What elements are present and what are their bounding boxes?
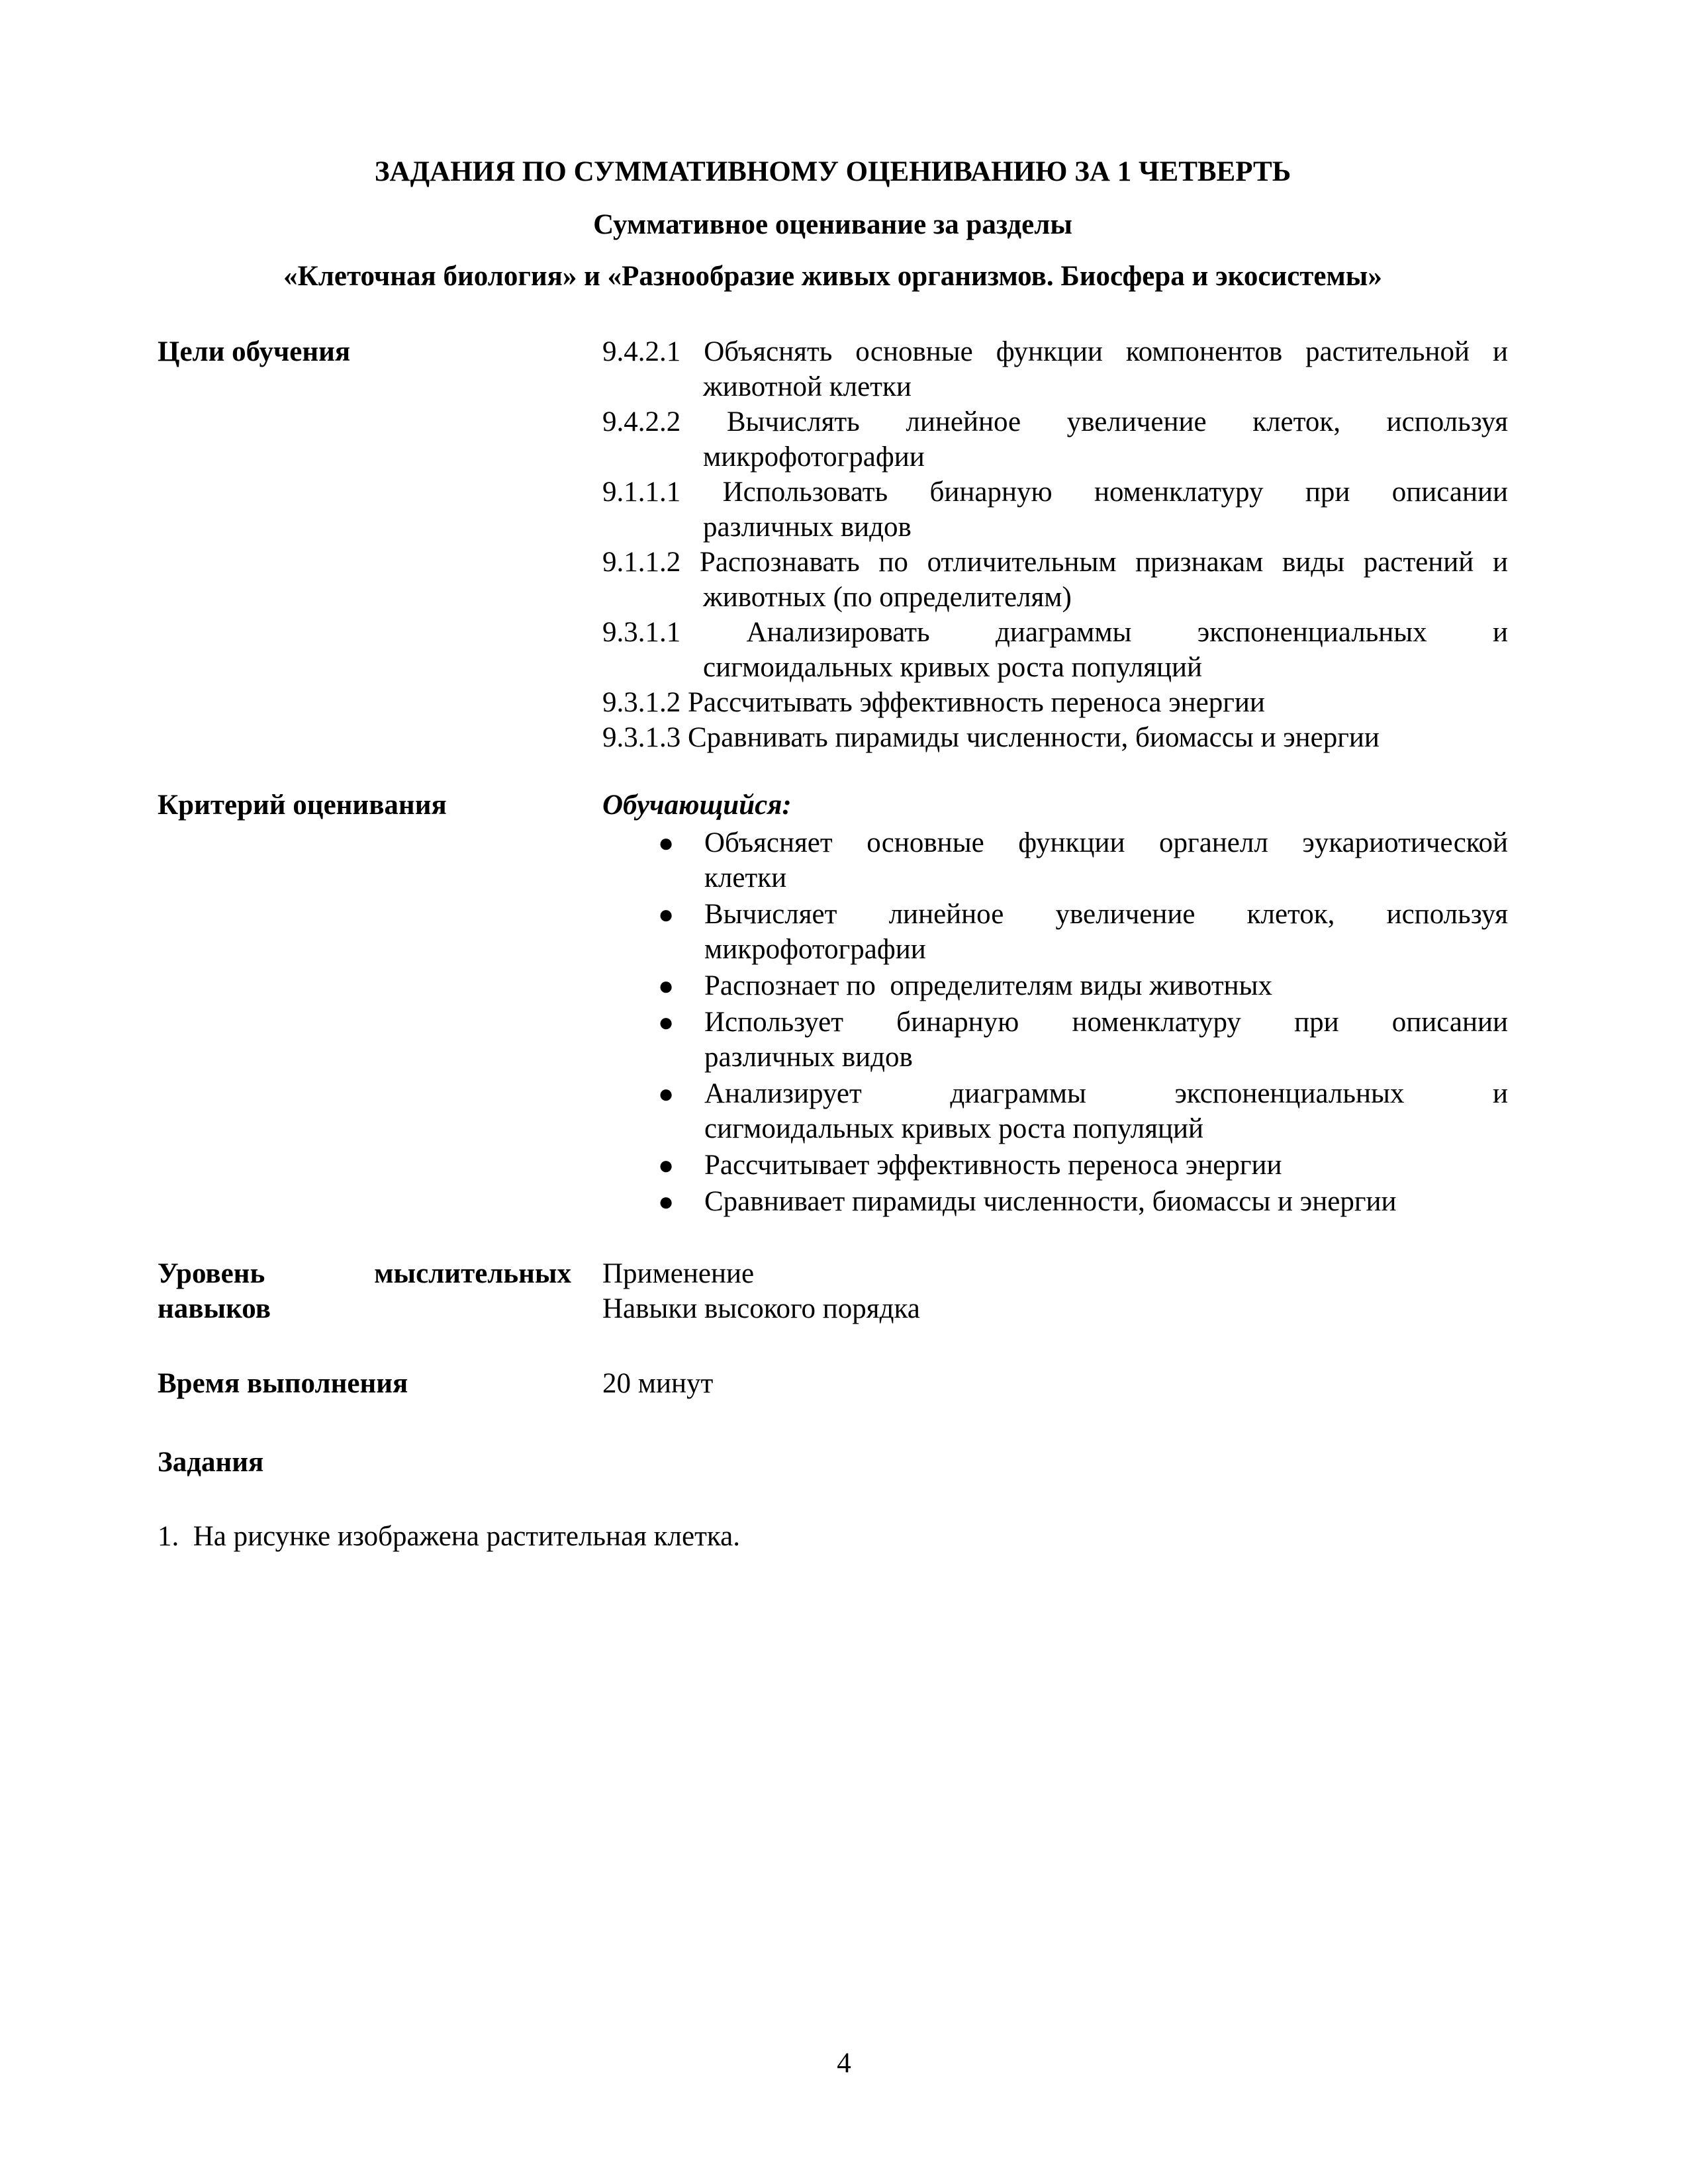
criteria-list (602, 825, 1508, 1219)
criteria-line: Сравнивает пирамиды численности, биомассы и энергии (704, 1186, 1397, 1217)
objective-item (602, 475, 1508, 545)
criteria-item (602, 1076, 1508, 1146)
document-sections: «Клеточная биология» и «Разнообразие живых организмов. Биосфера и экосистемы» (283, 261, 1382, 292)
bullet-icon: ● (658, 1187, 675, 1216)
criteria-line: клетки (704, 862, 787, 893)
criteria-item (602, 1184, 1508, 1219)
criteria-line: Объясняет основные функции органелл эукариотической (704, 827, 1508, 858)
skills-label (158, 1256, 571, 1326)
criteria-block (602, 788, 1508, 1220)
document-subtitle: Суммативное оценивание за разделы (593, 209, 1072, 240)
criteria-line: Вычисляет линейное увеличение клеток, используя (704, 899, 1508, 930)
page-number: 4 (837, 2048, 851, 2079)
document-title: ЗАДАНИЯ ПО СУММАТИВНОМУ ОЦЕНИВАНИЮ ЗА 1 ЧЕТВЕРТЬ (374, 156, 1291, 187)
criteria-line: сигмоидальных кривых роста популяций (704, 1113, 1204, 1144)
criteria-line: Анализирует диаграммы экспоненциальных и (704, 1078, 1508, 1109)
bullet-icon: ● (658, 1150, 675, 1180)
objective-line: 9.3.1.2 Рассчитывать эффективность переноса энергии (602, 687, 1265, 718)
skills-value (602, 1256, 1508, 1326)
objective-line: 9.4.2.1 Объяснять основные функции компонентов растительной и (602, 336, 1508, 367)
skills-value-line: Применение (602, 1258, 755, 1289)
bullet-icon: ● (658, 1079, 675, 1109)
criteria-heading: Обучающийся: (602, 790, 792, 821)
objective-line: животной клетки (703, 371, 912, 402)
skills-label-line: навыков (158, 1293, 271, 1324)
objective-line: 9.1.1.1 Использовать бинарную номенклатуру при описании (602, 477, 1508, 508)
criteria-line: различных видов (704, 1042, 913, 1073)
criteria-line: Распознает по определителям виды животных (704, 970, 1273, 1001)
criteria-item (602, 1005, 1508, 1075)
bullet-icon: ● (658, 1007, 675, 1037)
criteria-line: Использует бинарную номенклатуру при описании (704, 1007, 1508, 1038)
objective-item (602, 615, 1508, 685)
document-heading (158, 154, 1508, 310)
criteria-item (602, 897, 1508, 967)
time-value: 20 минут (602, 1368, 714, 1399)
bullet-icon: ● (658, 899, 675, 929)
task-item: 1. На рисунке изображена растительная клетка. (158, 1521, 740, 1552)
criteria-item (602, 968, 1508, 1003)
objectives-list (602, 334, 1508, 755)
objective-line: 9.4.2.2 Вычислять линейное увеличение клеток, используя (602, 406, 1508, 437)
objective-line: 9.3.1.1 Анализировать диаграммы экспоненциальных и (602, 617, 1508, 648)
bullet-icon: ● (658, 971, 675, 1001)
skills-value-line: Навыки высокого порядка (602, 1293, 920, 1324)
objective-item (602, 685, 1508, 720)
objective-item (602, 720, 1508, 755)
objective-line: 9.1.1.2 Распознавать по отличительным признакам виды растений и (602, 547, 1508, 578)
criteria-item (602, 825, 1508, 895)
criteria-label: Критерий оценивания (158, 790, 447, 821)
criteria-item (602, 1148, 1508, 1183)
objective-item (602, 545, 1508, 615)
objective-line: сигмоидальных кривых роста популяций (703, 652, 1203, 683)
tasks-label: Задания (158, 1447, 264, 1478)
time-label: Время выполнения (158, 1368, 408, 1399)
objective-line: животных (по определителям) (703, 582, 1072, 613)
objectives-label: Цели обучения (158, 336, 351, 367)
criteria-line: микрофотографии (704, 934, 926, 965)
skills-label-line: Уровень мыслительных (158, 1258, 571, 1289)
objective-line: различных видов (703, 512, 912, 543)
objective-item (602, 334, 1508, 404)
bullet-icon: ● (658, 828, 675, 858)
objective-line: микрофотографии (703, 441, 925, 473)
objective-item (602, 404, 1508, 475)
criteria-line: Рассчитывает эффективность переноса энергии (704, 1150, 1282, 1181)
objective-line: 9.3.1.3 Сравнивать пирамиды численности, биомассы и энергии (602, 722, 1380, 753)
